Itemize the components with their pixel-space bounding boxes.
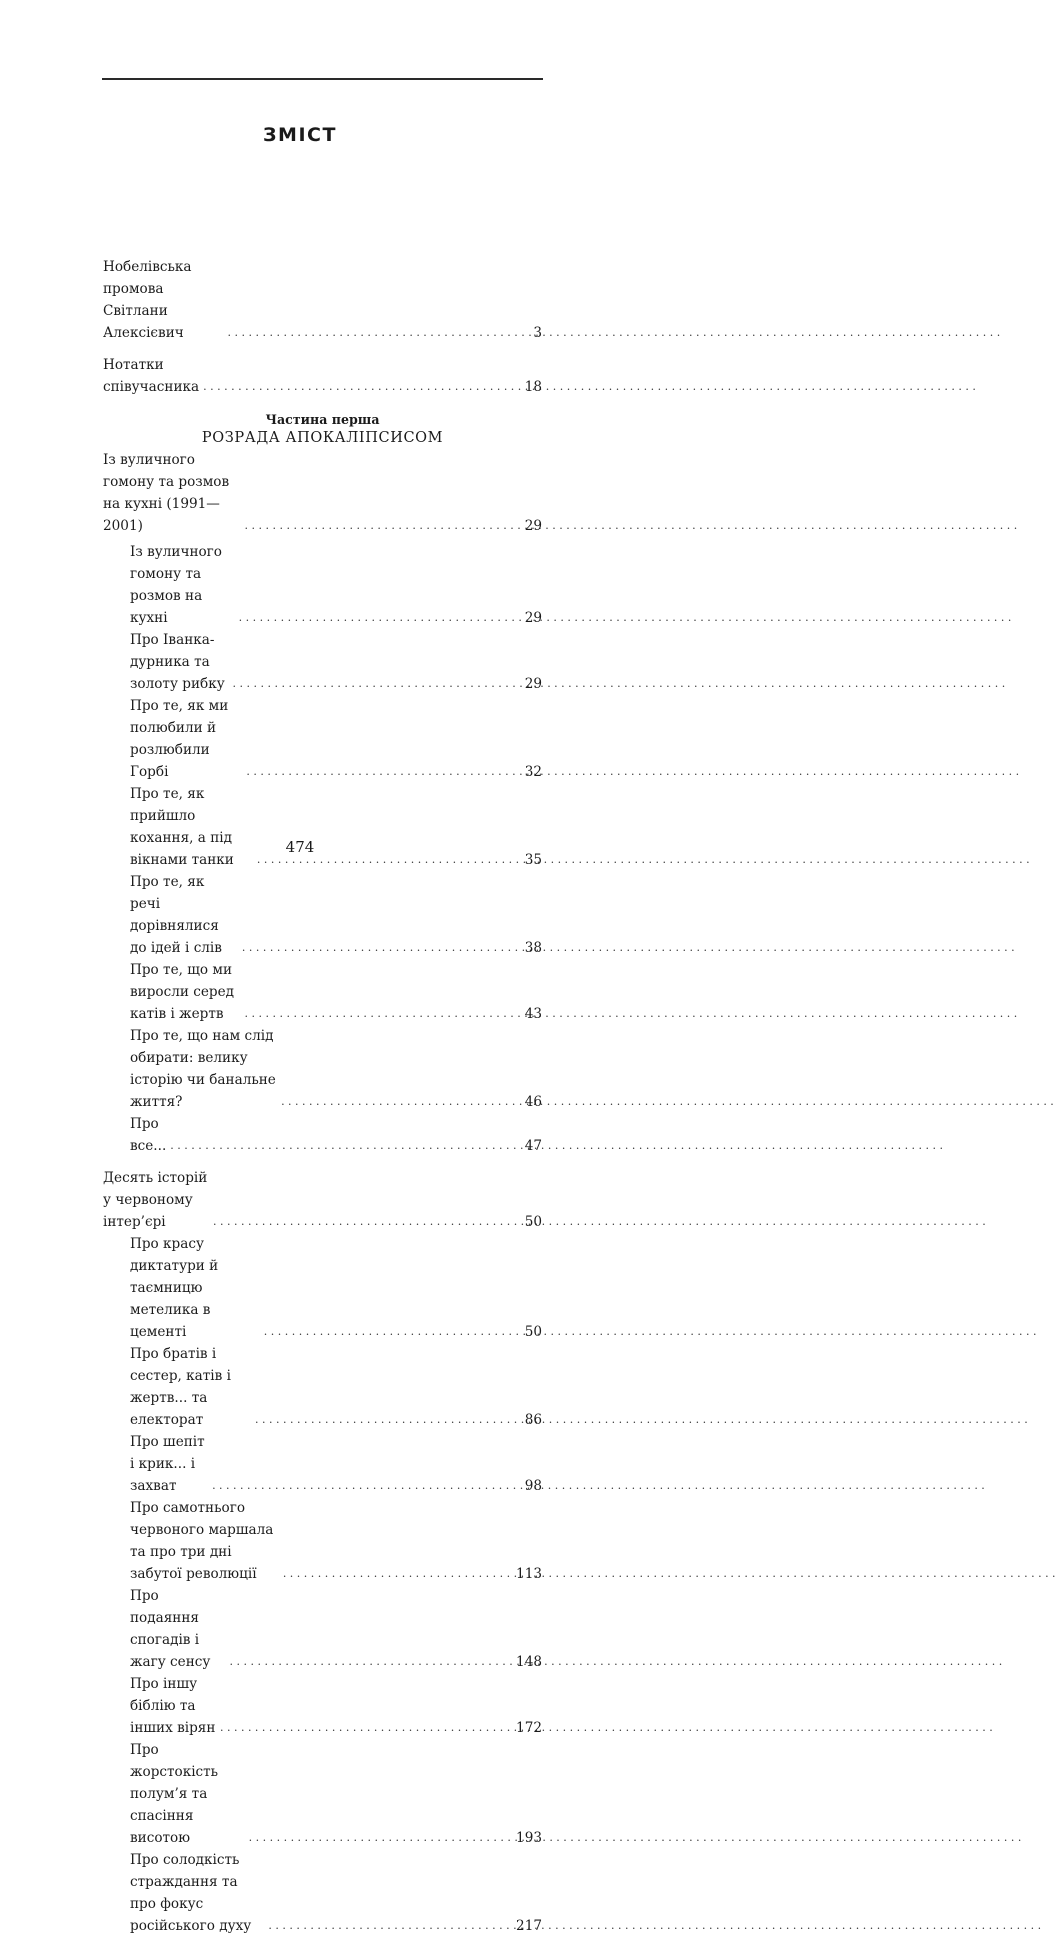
top-rule xyxy=(102,78,543,80)
dot-leader xyxy=(245,514,522,537)
dot-leader xyxy=(170,1134,521,1157)
dot-leader xyxy=(203,375,522,398)
page-title: ЗМІСТ xyxy=(263,124,337,146)
toc-entry-title: Нобелівська промова Світлани Алексієвич xyxy=(103,256,228,344)
toc-entry-title: Про іншу біблію та інших вірян xyxy=(130,1673,220,1739)
toc-entry-title: Про те, як прийшло кохання, а під вікнами танки xyxy=(130,783,257,871)
toc-entry-title: Про те, як ми полюбили й розлюбили Горбі xyxy=(130,695,246,783)
dot-leader xyxy=(255,1408,522,1431)
toc-entry-page: 32 xyxy=(524,764,542,780)
dot-leader xyxy=(246,760,521,783)
toc-entry-page: 3 xyxy=(533,325,542,341)
toc-entry-page: 29 xyxy=(524,610,542,626)
table-of-contents xyxy=(103,256,542,1937)
toc-entry-title: Про все... xyxy=(130,1113,170,1157)
toc-section-street-noise[interactable] xyxy=(103,449,542,537)
toc-entry[interactable] xyxy=(103,871,542,959)
toc-entry-title: Про самотнього червоного маршала та про три дні забутої революції xyxy=(130,1497,283,1585)
dot-leader xyxy=(213,1210,522,1233)
toc-entry-page: 86 xyxy=(524,1412,542,1428)
toc-entry[interactable] xyxy=(103,1849,542,1937)
part-heading xyxy=(103,412,542,448)
toc-entry-title: Нотатки співучасника xyxy=(103,354,203,398)
toc-entry-page: 217 xyxy=(516,1918,542,1934)
toc-entry-title: Про жорстокість полум’я та спасіння висотою xyxy=(130,1739,249,1849)
dot-leader xyxy=(281,1090,522,1113)
toc-entry[interactable] xyxy=(103,1113,542,1157)
toc-entry[interactable] xyxy=(103,629,542,695)
toc-entry-page: 172 xyxy=(516,1720,542,1736)
toc-entry-page: 98 xyxy=(524,1478,542,1494)
dot-leader xyxy=(212,1474,522,1497)
toc-entry-page: 148 xyxy=(516,1654,542,1670)
page-number: 474 xyxy=(285,838,315,856)
toc-entry-page: 38 xyxy=(524,940,542,956)
toc-entry-title: Десять історій у червоному інтер’єрі xyxy=(103,1167,213,1233)
toc-entry-title: Про Іванка-дурника та золоту рибку xyxy=(130,629,233,695)
toc-entry[interactable] xyxy=(103,1431,542,1497)
toc-entry-page: 50 xyxy=(524,1324,542,1340)
toc-entry-title: Із вуличного гомону та розмов на кухні xyxy=(130,541,239,629)
toc-entry[interactable] xyxy=(103,1497,542,1585)
toc-entry-title: Про те, що нам слід обирати: велику історію чи банальне життя? xyxy=(130,1025,281,1113)
toc-entry-title: Із вуличного гомону та розмов на кухні (1991—2001) xyxy=(103,449,245,537)
dot-leader xyxy=(245,1002,522,1025)
dot-leader xyxy=(268,1914,513,1937)
dot-leader xyxy=(264,1320,522,1343)
toc-entry[interactable] xyxy=(103,959,542,1025)
toc-entry-title: Про те, як речі дорівнялися до ідей і слів xyxy=(130,871,242,959)
toc-entry-page: 29 xyxy=(524,518,542,534)
toc-entry[interactable] xyxy=(103,541,542,629)
toc-section-ten-stories[interactable] xyxy=(103,1167,542,1233)
toc-entry-page: 47 xyxy=(524,1138,542,1154)
part-name: РОЗРАДА АПОКАЛІПСИСОМ xyxy=(201,430,444,446)
toc-entry[interactable] xyxy=(103,1585,542,1673)
toc-entry[interactable] xyxy=(103,1343,542,1431)
toc-entry-page: 50 xyxy=(524,1214,542,1230)
toc-entry-page: 29 xyxy=(524,676,542,692)
toc-entry[interactable] xyxy=(103,1673,542,1739)
toc-entry-page: 46 xyxy=(524,1094,542,1110)
dot-leader xyxy=(233,672,522,695)
toc-entry-page: 43 xyxy=(524,1006,542,1022)
dot-leader xyxy=(239,606,522,629)
dot-leader xyxy=(249,1826,513,1849)
toc-entry[interactable] xyxy=(103,1233,542,1343)
toc-entry[interactable] xyxy=(103,1025,542,1113)
toc-entry-page: 193 xyxy=(516,1830,542,1846)
dot-leader xyxy=(228,321,531,344)
toc-entry-title: Про братів і сестер, катів і жертв... та електорат xyxy=(130,1343,255,1431)
toc-entry-page: 35 xyxy=(524,852,542,868)
dot-leader xyxy=(229,1650,513,1673)
toc-entry[interactable] xyxy=(103,1739,542,1849)
part-label: Частина перша xyxy=(265,412,380,427)
toc-entry-accomplice-notes[interactable] xyxy=(103,354,542,398)
toc-entry-title: Про те, що ми виросли серед катів і жертв xyxy=(130,959,245,1025)
toc-entry[interactable] xyxy=(103,783,542,871)
toc-entry-title: Про солодкість страждання та про фокус російського духу xyxy=(130,1849,268,1937)
toc-entry-nobel-speech[interactable] xyxy=(103,256,542,344)
toc-entry[interactable] xyxy=(103,695,542,783)
toc-entry-page: 18 xyxy=(524,379,542,395)
dot-leader xyxy=(220,1716,513,1739)
toc-entry-title: Про красу диктатури й таємницю метелика в цементі xyxy=(130,1233,264,1343)
dot-leader xyxy=(242,936,522,959)
toc-entry-title: Про подаяння спогадів і жагу сенсу xyxy=(130,1585,229,1673)
toc-entry-page: 113 xyxy=(516,1566,542,1582)
toc-entry-title: Про шепіт і крик... і захват xyxy=(130,1431,212,1497)
dot-leader xyxy=(283,1562,513,1585)
